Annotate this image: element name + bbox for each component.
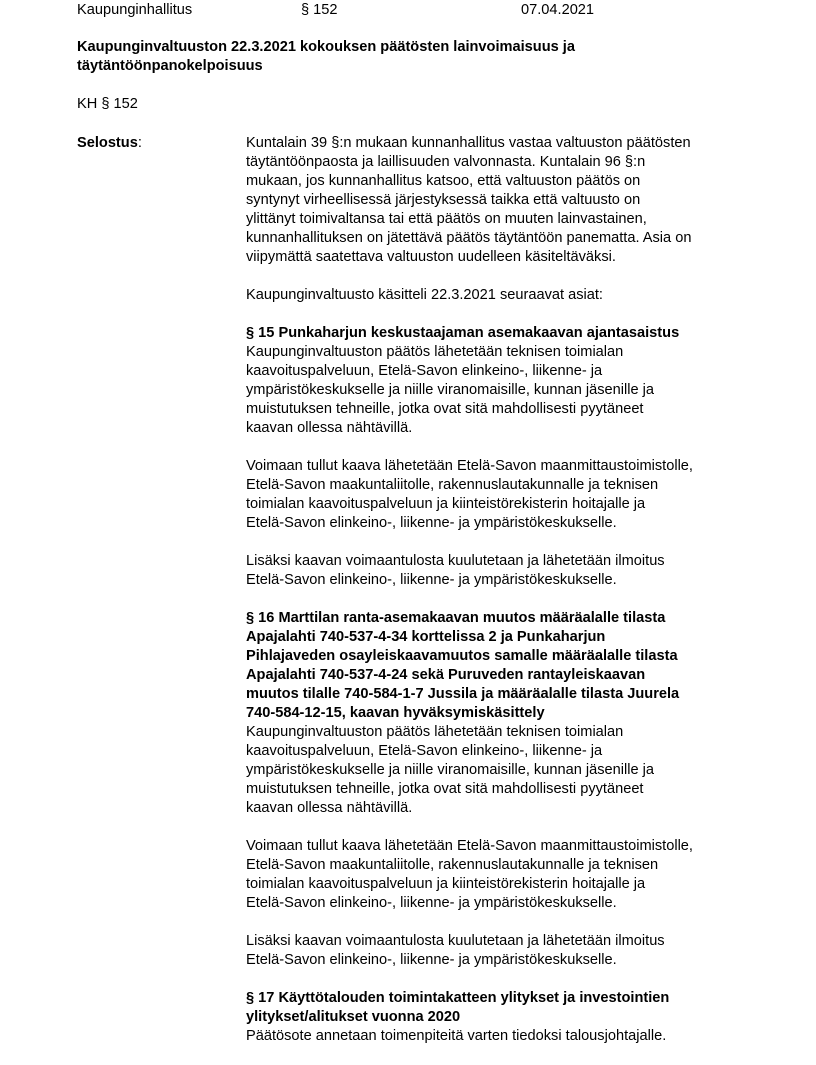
header-organ: Kaupunginhallitus bbox=[77, 2, 193, 18]
agenda-item-heading: § 15 Punkaharjun keskustaajaman asemakaavan ajantasaistus bbox=[246, 325, 680, 341]
agenda-item-heading: § 17 Käyttötalouden toimintakatteen ylitykset ja investointien ylitykset/alitukset vuonna 2020 bbox=[246, 990, 670, 1025]
agenda-item-paragraph: Voimaan tullut kaava lähetetään Etelä-Savon maanmittaustoimistolle, Etelä-Savon maakuntaliitolle, rakennuslautakunnalle ja teknisen toimialan kaavoituspalveluun ja kiinteistörekisterin hoitajalle ja Etelä-Savon elinkeino-, liikenne- ja ympäristökeskukselle. bbox=[246, 458, 693, 531]
header-section-number: § 152 bbox=[301, 2, 338, 18]
intro-paragraph: Kuntalain 39 §:n mukaan kunnanhallitus vastaa valtuuston päätösten täytäntöönpaosta ja laillisuuden valvonnasta. Kuntalain 96 §:n mukaan, jos kunnanhallitus katsoo, että valtuuston päätös on syntynyt virheellisessä järjestyksessä taikka että valtuusto on ylittänyt toimivaltansa tai että päätös on muuten lainvastainen, kunnanhallituksen on jätettävä päätös täytäntöön panematta. Asia on viipymättä saatettava valtuuston uudelleen käsiteltäväksi. bbox=[246, 135, 692, 265]
agenda-item-paragraph: Lisäksi kaavan voimaantulosta kuulutetaan ja lähetetään ilmoitus Etelä-Savon elinkeino-, liikenne- ja ympäristökeskukselle. bbox=[246, 933, 665, 968]
agenda-item-paragraph: Kaupunginvaltuuston päätös lähetetään teknisen toimialan kaavoituspalveluun, Etelä-Savon elinkeino-, liikenne- ja ympäristökeskukselle ja niille viranomaisille, kunnan jäsenille ja muistutuksen tehneille, jotka ovat sitä mahdollisesti pyytäneet kaavan ollessa nähtävillä. bbox=[246, 344, 655, 436]
agenda-item-paragraph: Lisäksi kaavan voimaantulosta kuulutetaan ja lähetetään ilmoitus Etelä-Savon elinkeino-, liikenne- ja ympäristökeskukselle. bbox=[246, 553, 665, 588]
agenda-item-heading: § 16 Marttilan ranta-asemakaavan muutos määräalalle tilasta Apajalahti 740-537-4-34 korttelissa 2 ja Punkaharjun Pihlajaveden osayleiskaavamuutos samalle määräalalle tilasta Apajalahti 740-537-4-24 sekä Puruveden rantayleiskaavan muutos tilalle 740-584-1-7 Jussila ja määräalalle tilasta Juurela 740-584-12-15, kaavan hyväksymiskäsittely bbox=[246, 610, 680, 721]
selostus-label bbox=[77, 134, 142, 153]
agenda-item bbox=[246, 989, 746, 1046]
lead-paragraph: Kaupunginvaltuusto käsitteli 22.3.2021 seuraavat asiat: bbox=[246, 287, 603, 303]
selostus-label-text: Selostus bbox=[77, 135, 138, 151]
document-header bbox=[0, 0, 816, 20]
agenda-item bbox=[246, 609, 746, 970]
header-date: 07.04.2021 bbox=[521, 2, 595, 18]
document-reference: KH § 152 bbox=[77, 96, 138, 112]
agenda-item bbox=[246, 324, 746, 590]
selostus-body bbox=[246, 134, 746, 1065]
selostus-label-colon: : bbox=[137, 135, 142, 151]
agenda-item-paragraph: Voimaan tullut kaava lähetetään Etelä-Savon maanmittaustoimistolle, Etelä-Savon maakuntaliitolle, rakennuslautakunnalle ja teknisen toimialan kaavoituspalveluun ja kiinteistörekisterin hoitajalle ja Etelä-Savon elinkeino-, liikenne- ja ympäristökeskukselle. bbox=[246, 838, 693, 911]
document-title: Kaupunginvaltuuston 22.3.2021 kokouksen päätösten lainvoimaisuus ja täytäntöönpanokelpoisuus bbox=[77, 39, 575, 74]
agenda-item-paragraph: Kaupunginvaltuuston päätös lähetetään teknisen toimialan kaavoituspalveluun, Etelä-Savon elinkeino-, liikenne- ja ympäristökeskukselle ja niille viranomaisille, kunnan jäsenille ja muistutuksen tehneille, jotka ovat sitä mahdollisesti pyytäneet kaavan ollessa nähtävillä. bbox=[246, 724, 655, 816]
agenda-item-paragraph: Päätösote annetaan toimenpiteitä varten tiedoksi talousjohtajalle. bbox=[246, 1028, 667, 1044]
